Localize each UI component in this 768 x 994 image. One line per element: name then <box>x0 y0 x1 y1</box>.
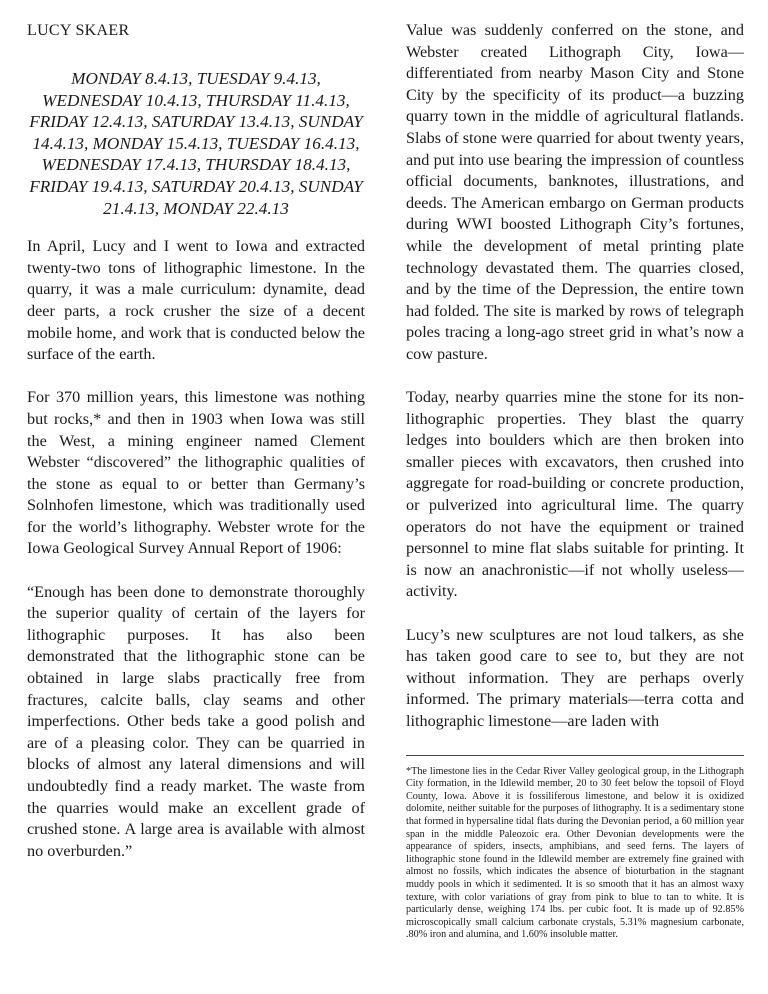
left-column <box>27 20 365 862</box>
paragraph-lithograph-city: Value was suddenly conferred on the stone, and Webster created Lithograph City, Iowa—differentiated from nearby Mason City and Stone City by the specificity of its product—a buzzing quarry town in the middle of agricultural flatlands. Slabs of stone were quarried for about twenty years, and put into use bearing the impression of countless official documents, banknotes, illustrations, and deeds. The American embargo on German products during WWI boosted Lithograph City’s fortunes, while the development of metal printing plate technology devastated them. The quarries closed, and by the time of the Depression, the entire town had folded. The site is marked by rows of telegraph poles tracing a long-ago street grid in what’s now a cow pasture. <box>406 21 744 363</box>
paragraph-today: Today, nearby quarries mine the stone for its non-lithographic properties. They blast the quarry ledges into boulders which are then broken into smaller pieces with excavators, then crushed into aggregate for road-building or concrete production, or pulverized into agricultural lime. The quarry operators do not have the equipment or trained personnel to mine flat slabs suitable for printing. It is now an anachronistic—if not wholly useless—activity. <box>406 388 744 601</box>
paragraph-intro: In April, Lucy and I went to Iowa and extracted twenty-two tons of lithographic limestone. In the quarry, it was a male curriculum: dynamite, dead deer parts, a rock crusher the size of a decent mobile home, and work that is conducted below the surface of the earth. <box>27 237 365 364</box>
author-name: LUCY SKAER <box>27 22 130 39</box>
date-list: MONDAY 8.4.13, TUESDAY 9.4.13, WEDNESDAY 10.4.13, THURSDAY 11.4.13, FRIDAY 12.4.13, SATURDAY 13.4.13, SUNDAY 14.4.13, MONDAY 15.4.13, TUESDAY 16.4.13, WEDNESDAY 17.4.13, THURSDAY 18.4.13, FRIDAY 19.4.13, SATURDAY 20.4.13, SUNDAY 21.4.13, MONDAY 22.4.13 <box>29 69 363 218</box>
paragraph-history: For 370 million years, this limestone was nothing but rocks,* and then in 1903 when Iowa was still the West, a mining engineer named Clement Webster “discovered” the lithographic qualities of the stone as equal to or better than Germany’s Solnhofen limestone, which was traditionally used for the world’s lithography. Webster wrote for the Iowa Geological Survey Annual Report of 1906: <box>27 388 365 558</box>
footnote: *The limestone lies in the Cedar River Valley geological group, in the Lithograph City formation, in the Idlewild member, 20 to 30 feet below the topsoil of Floyd County, Iowa. Above it is fossiliferous limestone, and below it is oxidized dolomite, neither suitable for the purposes of lithography. It is a sedimentary stone that formed in hypersaline tidal flats during the Devonian period, a 60 million year span in the middle Paleozoic era. Other Devonian developments were the appearance of spiders, insects, amphibians, and seed ferns. The layers of lithographic stone found in the Idlewild member are extremely fine grained with almost no fossils, which indicates the absence of bioturbation in the stagnant muddy pools in which it sedimented. It is so smooth that it has an almost waxy texture, with color variations of gray from pink to blue to tan to white. It is particularly dense, weighing 174 lbs. per cubic foot. It is made up of 92.85% microscopically small calcium carbonate crystals, 5.31% magnesium carbonate, .80% iron and alumina, and 1.60% insoluble matter. <box>406 765 744 941</box>
paragraph-sculptures: Lucy’s new sculptures are not loud talkers, as she has taken good care to see to, but they are not without information. They are perhaps overly informed. The primary materials—terra cotta and lithographic limestone—are laden with <box>406 625 744 730</box>
right-column <box>406 20 744 942</box>
webster-quote: “Enough has been done to demonstrate thoroughly the superior quality of certain of the layers for lithographic purposes. It has also been demonstrated that the lithographic stone can be obtained in large slabs practically free from fractures, calcite balls, clay seams and other imperfections. Other beds take a good polish and are of a pleasing color. They can be quarried in blocks of almost any lateral dimensions and will undoubtedly find a ready market. The waste from the quarries would make an excellent grade of crushed stone. A large area is available with almost no overburden.” <box>27 582 365 860</box>
footnote-divider <box>406 755 744 756</box>
